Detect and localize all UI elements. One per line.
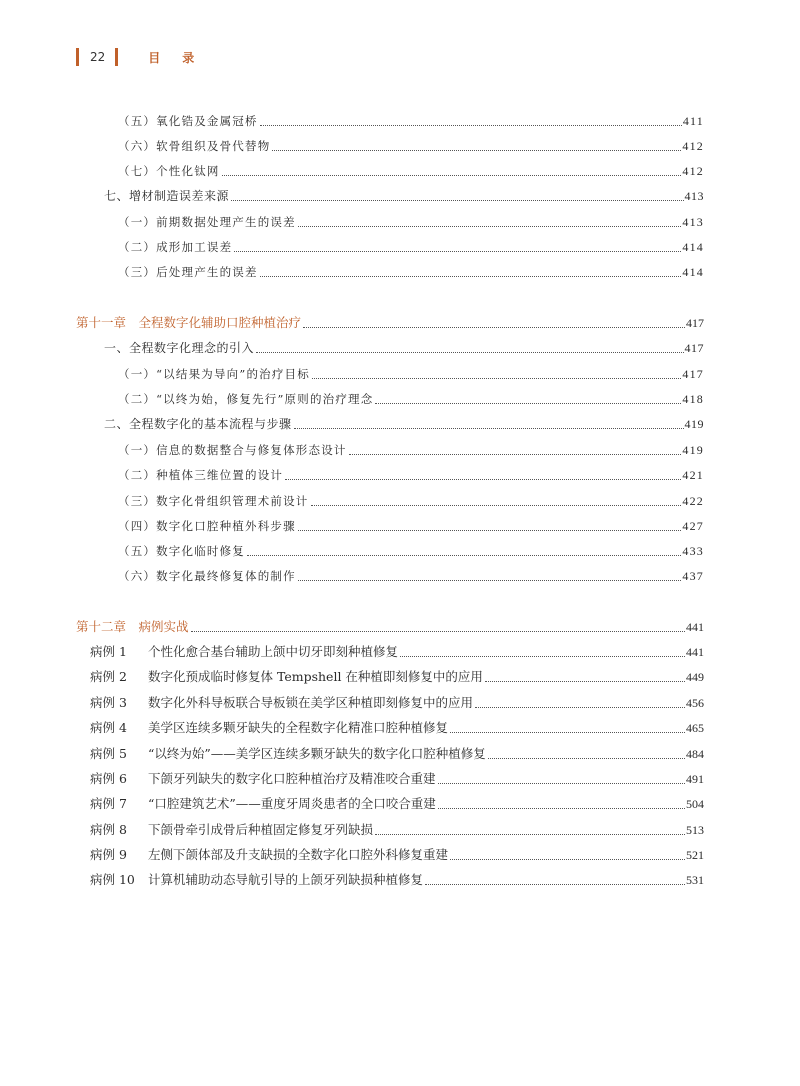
case-title: 数字化外科导板联合导板锁在美学区种植即刻修复中的应用 (148, 695, 474, 710)
case-page: 531 (686, 873, 704, 887)
leader-dots (222, 175, 682, 176)
leader-dots (247, 555, 681, 556)
chapter-page: 417 (686, 316, 704, 330)
case-title: 美学区连续多颗牙缺失的全程数字化精准口腔种植修复 (148, 720, 449, 735)
chapter-page: 441 (686, 620, 704, 634)
case-label: 病例 5 (90, 746, 127, 761)
toc-case[interactable] (90, 746, 704, 762)
toc-entry-title: （二）成形加工误差 (118, 240, 233, 254)
toc-entry-title: （一）前期数据处理产生的误差 (118, 215, 296, 229)
case-title: 下颌牙列缺失的数字化口腔种植治疗及精准咬合重建 (148, 771, 436, 786)
toc-entry-page: 419 (684, 417, 704, 431)
toc-case[interactable] (90, 771, 704, 787)
header-bar-right (115, 48, 118, 66)
toc-entry-title: 一、全程数字化理念的引入 (104, 341, 255, 355)
leader-dots (191, 631, 685, 632)
toc-entry[interactable] (118, 138, 704, 154)
toc-entry-title: 七、增材制造误差来源 (104, 189, 230, 203)
case-label: 病例 7 (90, 796, 127, 811)
toc-case[interactable] (90, 720, 704, 736)
page-header (76, 46, 216, 68)
toc-entry-page: 437 (682, 569, 704, 583)
toc-entry[interactable] (104, 340, 704, 356)
case-title: “口腔建筑艺术”——重度牙周炎患者的全口咬合重建 (148, 796, 436, 811)
leader-dots (285, 479, 681, 480)
leader-dots (311, 505, 682, 506)
toc-entry-page: 417 (682, 367, 704, 381)
toc-entry[interactable] (118, 366, 704, 382)
toc-entry-page: 422 (682, 494, 704, 508)
case-page: 504 (686, 797, 704, 811)
leader-dots (485, 681, 685, 682)
toc-entry[interactable] (118, 391, 704, 407)
leader-dots (475, 707, 685, 708)
leader-dots (298, 226, 682, 227)
toc-entry-page: 433 (682, 544, 704, 558)
leader-dots (375, 834, 685, 835)
leader-dots (298, 580, 682, 581)
case-label: 病例 6 (90, 771, 127, 786)
toc-case[interactable] (90, 872, 704, 888)
leader-dots (400, 656, 685, 657)
leader-dots (349, 454, 682, 455)
toc-case[interactable] (90, 644, 704, 660)
leader-dots (450, 732, 685, 733)
leader-dots (375, 403, 681, 404)
toc-case[interactable] (90, 796, 704, 812)
toc-entry-title: （六）软骨组织及骨代替物 (118, 139, 271, 153)
leader-dots (312, 378, 681, 379)
case-label: 病例 8 (90, 822, 127, 837)
case-page: 513 (686, 823, 704, 837)
toc-entry-title: （二）“以终为始，修复先行”原则的治疗理念 (118, 392, 374, 406)
toc-entry-page: 413 (684, 189, 704, 203)
case-label: 病例 2 (90, 669, 127, 684)
toc-entry-title: （一）信息的数据整合与修复体形态设计 (118, 443, 347, 457)
leader-dots (303, 327, 685, 328)
toc-case[interactable] (90, 669, 704, 685)
toc-entry[interactable] (104, 416, 704, 432)
toc-case[interactable] (90, 695, 704, 711)
chapter-title: 第十二章 病例实战 (76, 619, 189, 634)
toc-entry-page: 411 (682, 114, 704, 128)
toc-entry[interactable] (118, 239, 704, 255)
case-page: 441 (686, 645, 704, 659)
toc-entry-title: （六）数字化最终修复体的制作 (118, 569, 296, 583)
toc-entry[interactable] (118, 568, 704, 584)
toc-entry-page: 413 (682, 215, 704, 229)
case-page: 465 (686, 721, 704, 735)
toc-entry-page: 414 (682, 240, 704, 254)
case-title: 计算机辅助动态导航引导的上颌牙列缺损种植修复 (148, 872, 424, 887)
header-title: 目录 (148, 50, 217, 65)
case-label: 病例 10 (90, 872, 135, 887)
case-label: 病例 4 (90, 720, 127, 735)
header-bar-left (76, 48, 79, 66)
toc-entry-title: （五）氧化锆及金属冠桥 (118, 114, 258, 128)
leader-dots (234, 251, 681, 252)
leader-dots (488, 758, 685, 759)
toc-entry-title: （七）个性化钛网 (118, 164, 220, 178)
toc-entry-title: （三）后处理产生的误差 (118, 265, 258, 279)
toc-entry-title: （三）数字化骨组织管理术前设计 (118, 494, 309, 508)
case-title: 左侧下颌体部及升支缺损的全数字化口腔外科修复重建 (148, 847, 449, 862)
toc-entry-title: （二）种植体三维位置的设计 (118, 468, 284, 482)
leader-dots (298, 530, 682, 531)
toc-chapter-11[interactable] (76, 315, 704, 331)
toc-entry-page: 414 (682, 265, 704, 279)
leader-dots (450, 859, 685, 860)
toc-entry[interactable] (118, 214, 704, 230)
leader-dots (256, 352, 683, 353)
toc-entry[interactable] (118, 442, 704, 458)
toc-entry[interactable] (118, 467, 704, 483)
toc-entry[interactable] (118, 543, 704, 559)
page-number: 22 (90, 50, 106, 64)
toc-entry[interactable] (104, 188, 704, 204)
toc-entry-page: 412 (682, 139, 704, 153)
chapter-title: 第十一章 全程数字化辅助口腔种植治疗 (76, 315, 302, 330)
toc-entry-title: （五）数字化临时修复 (118, 544, 245, 558)
toc-entry-page: 417 (684, 341, 704, 355)
toc-entry-title: （四）数字化口腔种植外科步骤 (118, 519, 296, 533)
case-page: 491 (686, 772, 704, 786)
case-title: 下颌骨牵引成骨后种植固定修复牙列缺损 (148, 822, 374, 837)
case-page: 456 (686, 696, 704, 710)
leader-dots (438, 808, 685, 809)
toc-entry[interactable] (118, 264, 704, 280)
toc-entry-page: 427 (682, 519, 704, 533)
case-page: 484 (686, 747, 704, 761)
case-label: 病例 1 (90, 644, 127, 659)
toc-entry[interactable] (118, 493, 704, 509)
leader-dots (260, 276, 682, 277)
leader-dots (425, 884, 685, 885)
toc-entry-page: 418 (682, 392, 704, 406)
case-page: 521 (686, 848, 704, 862)
toc-entry-page: 419 (682, 443, 704, 457)
toc-entry[interactable] (118, 113, 704, 129)
toc-entry-page: 412 (682, 164, 704, 178)
case-label: 病例 3 (90, 695, 127, 710)
case-title: 数字化预成临时修复体 Tempshell 在种植即刻修复中的应用 (148, 669, 483, 684)
toc-chapter-12[interactable] (76, 619, 704, 635)
toc-entry[interactable] (118, 518, 704, 534)
toc-entry-title: （一）“以结果为导向”的治疗目标 (118, 367, 310, 381)
leader-dots (272, 150, 681, 151)
leader-dots (438, 783, 685, 784)
leader-dots (260, 125, 682, 126)
toc-entry[interactable] (118, 163, 704, 179)
toc-entry-title: 二、全程数字化的基本流程与步骤 (104, 417, 292, 431)
toc-case[interactable] (90, 822, 704, 838)
toc-entry-page: 421 (682, 468, 704, 482)
case-title: 个性化愈合基台辅助上颌中切牙即刻种植修复 (148, 644, 399, 659)
leader-dots (231, 200, 683, 201)
case-page: 449 (686, 670, 704, 684)
case-title: “以终为始”——美学区连续多颗牙缺失的数字化口腔种植修复 (148, 746, 486, 761)
toc-case[interactable] (90, 847, 704, 863)
leader-dots (294, 428, 684, 429)
case-label: 病例 9 (90, 847, 127, 862)
